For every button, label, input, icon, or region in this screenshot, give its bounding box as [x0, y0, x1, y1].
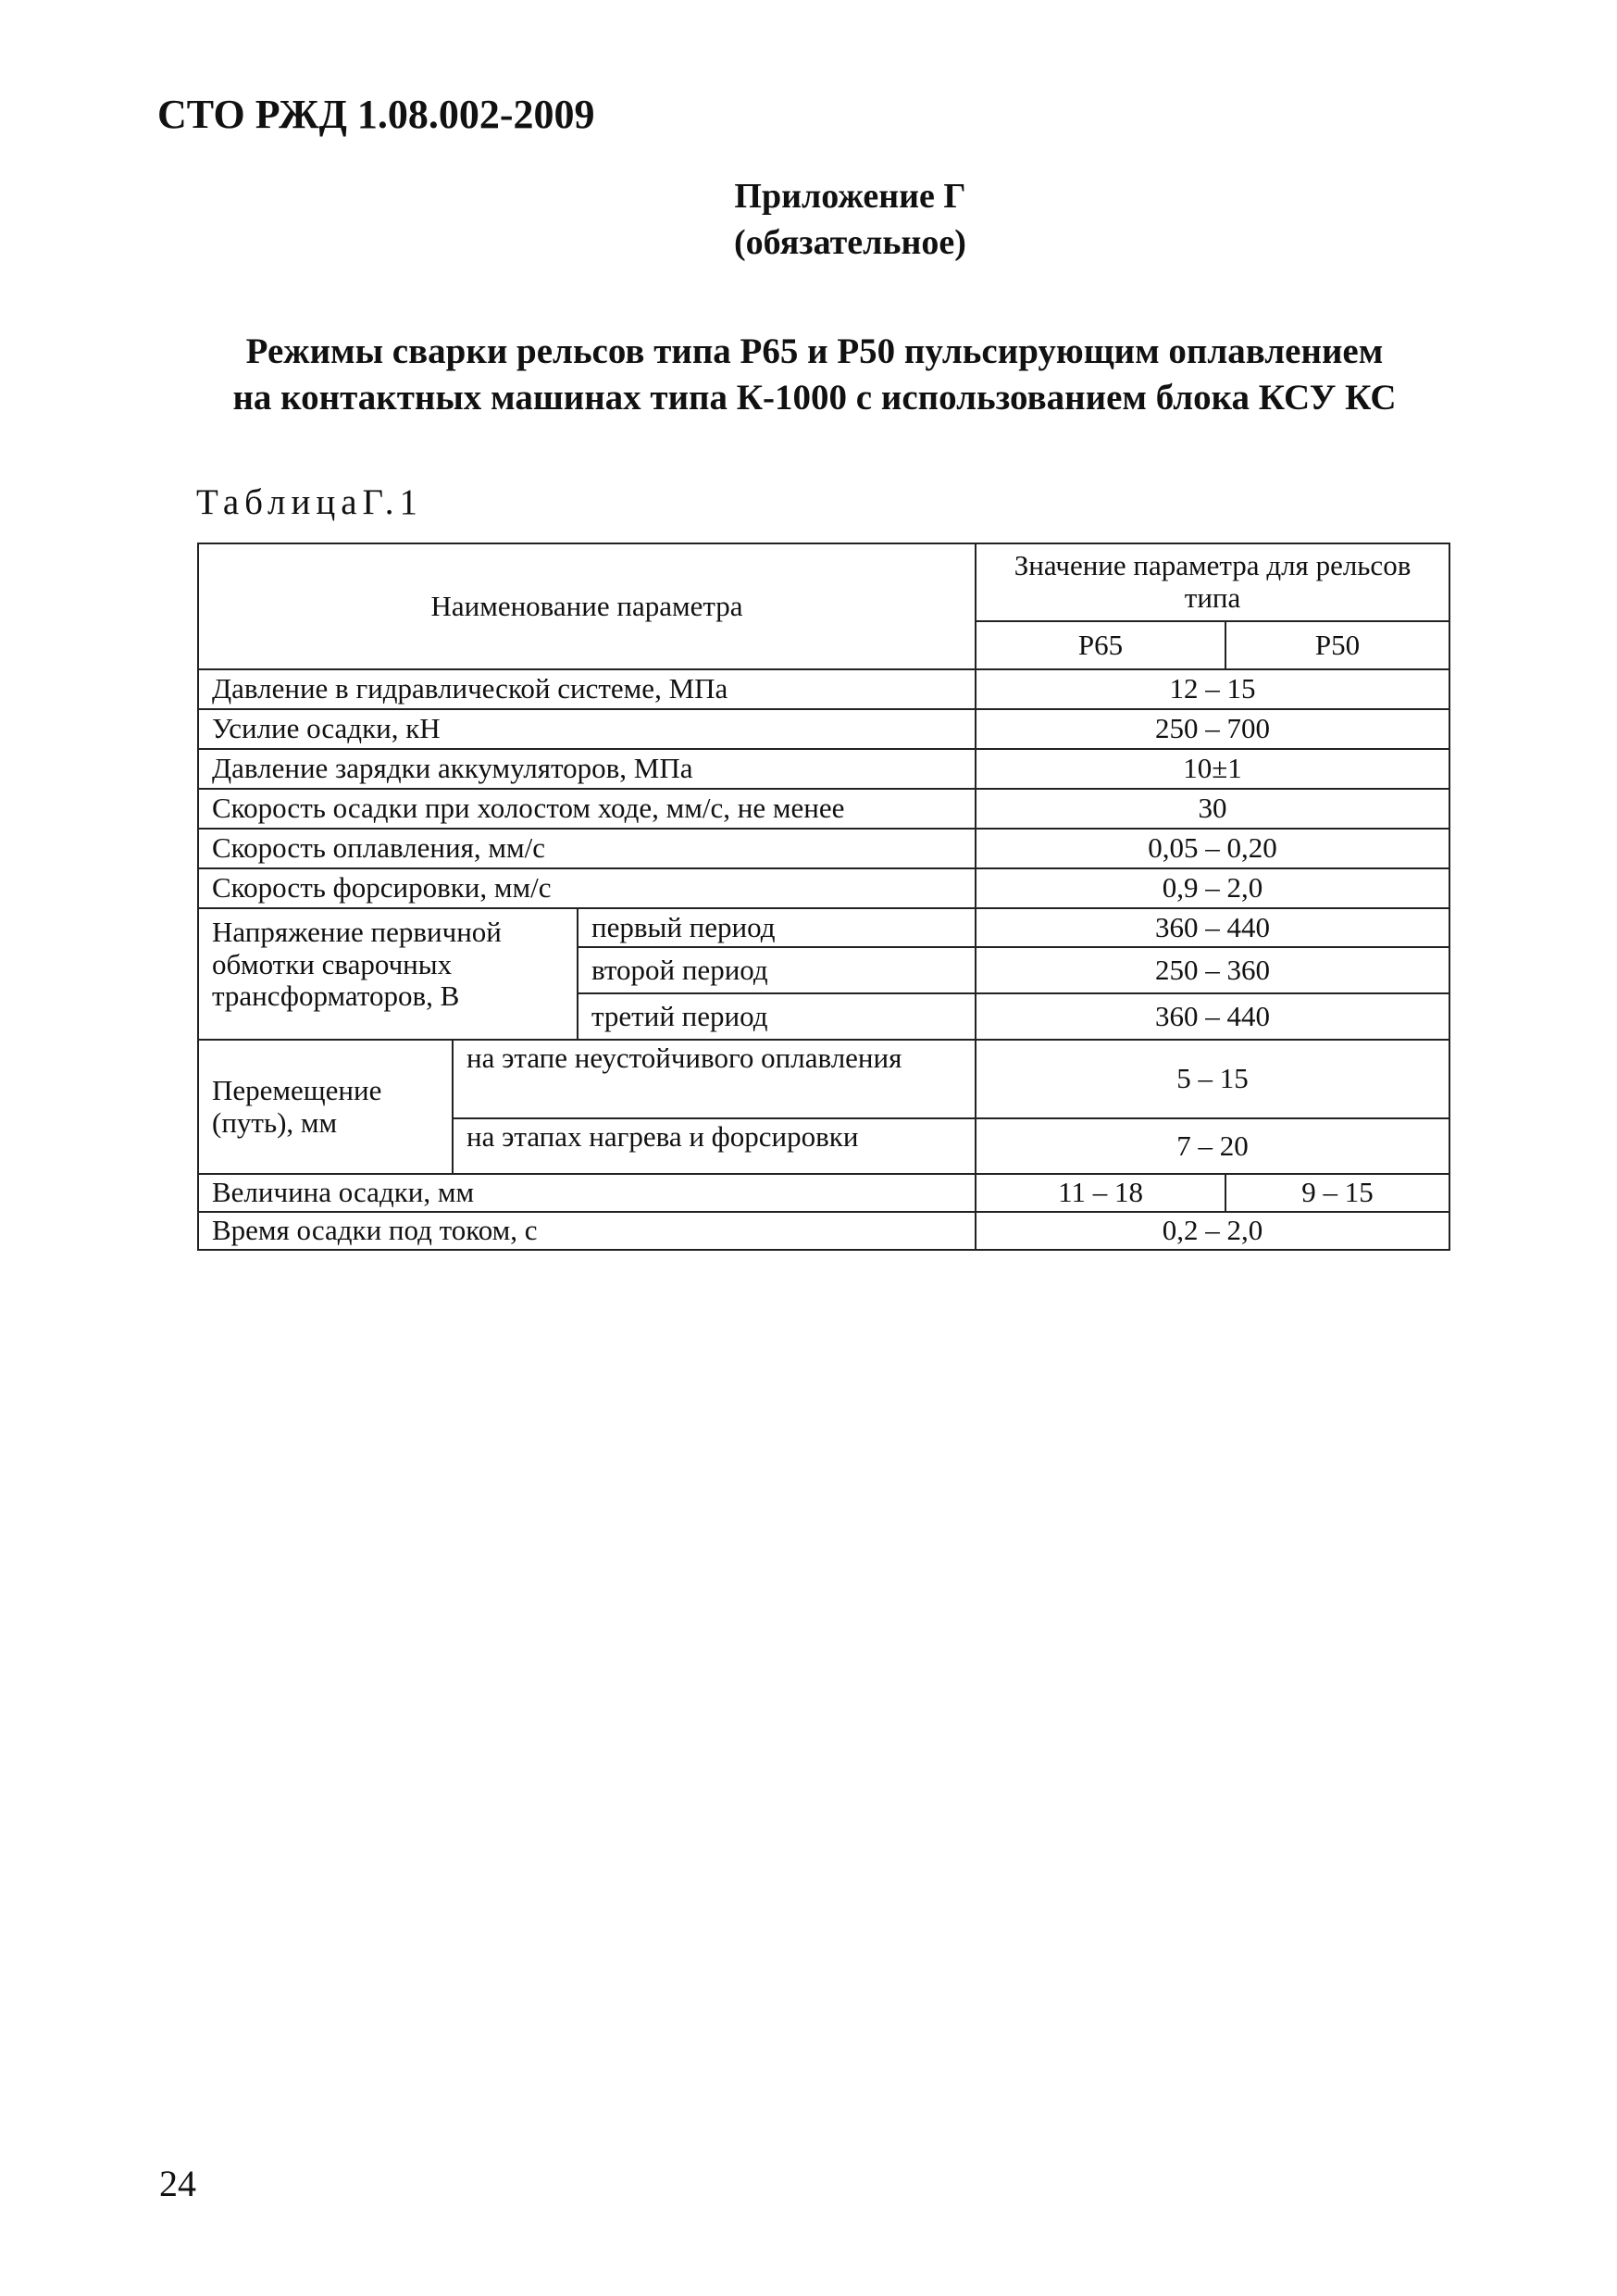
table-row: [198, 749, 1449, 789]
row-label: Величина осадки, мм: [198, 1174, 976, 1212]
row-value: 0,9 – 2,0: [976, 868, 1449, 908]
row-value-r50: 9 – 15: [1225, 1174, 1449, 1212]
parameters-table: [197, 543, 1450, 1251]
voltage-period-label: второй период: [578, 947, 976, 993]
table-row: [198, 1040, 1449, 1118]
header-r65: Р65: [976, 621, 1225, 669]
row-label: Скорость осадки при холостом ходе, мм/с, не менее: [198, 789, 976, 829]
row-value: 250 – 700: [976, 709, 1449, 749]
row-label: Скорость форсировки, мм/с: [198, 868, 976, 908]
voltage-label: Напряжение первичной обмотки сварочных трансформаторов, В: [198, 908, 578, 1040]
row-value: 10±1: [976, 749, 1449, 789]
page-number: 24: [159, 2163, 196, 2204]
table-row: [198, 868, 1449, 908]
header-r50: Р50: [1225, 621, 1449, 669]
voltage-period-label: первый период: [578, 908, 976, 947]
table-row: [198, 669, 1449, 709]
displacement-stage-value: 5 – 15: [976, 1040, 1449, 1118]
header-param-name: Наименование параметра: [198, 543, 976, 669]
row-label: Давление в гидравлической системе, МПа: [198, 669, 976, 709]
row-value: 12 – 15: [976, 669, 1449, 709]
table-row: [198, 1174, 1449, 1212]
row-value: 0,05 – 0,20: [976, 829, 1449, 868]
row-label: Давление зарядки аккумуляторов, МПа: [198, 749, 976, 789]
displacement-stage-label: на этапах нагрева и форсировки: [453, 1118, 976, 1174]
voltage-period-value: 250 – 360: [976, 947, 1449, 993]
table-caption: ТаблицаГ.1: [196, 482, 423, 522]
table-row: [198, 789, 1449, 829]
heading-line-1: Режимы сварки рельсов типа Р65 и Р50 пульсирующим оплавлением: [245, 331, 1384, 371]
row-label: Скорость оплавления, мм/с: [198, 829, 976, 868]
table-row: [198, 1212, 1449, 1250]
voltage-period-value: 360 – 440: [976, 908, 1449, 947]
row-value-r65: 11 – 18: [976, 1174, 1225, 1212]
header-value: Значение параметра для рельсов типа: [976, 543, 1449, 621]
row-label: Усилие осадки, кН: [198, 709, 976, 749]
table-row: [198, 908, 1449, 947]
row-value: 0,2 – 2,0: [976, 1212, 1449, 1250]
table-row: [198, 709, 1449, 749]
voltage-period-label: третий период: [578, 993, 976, 1040]
displacement-stage-label: на этапе неустойчивого оплавления: [453, 1040, 976, 1118]
appendix-status: (обязательное): [734, 223, 966, 262]
table-header-row: [198, 543, 1449, 621]
voltage-period-value: 360 – 440: [976, 993, 1449, 1040]
document-code: СТО РЖД 1.08.002-2009: [157, 92, 595, 137]
displacement-stage-value: 7 – 20: [976, 1118, 1449, 1174]
row-value: 30: [976, 789, 1449, 829]
row-label: Время осадки под током, с: [198, 1212, 976, 1250]
table-row: [198, 829, 1449, 868]
document-heading: [148, 329, 1481, 421]
displacement-label: Перемещение (путь), мм: [198, 1040, 453, 1174]
heading-line-2: на контактных машинах типа К-1000 с использованием блока КСУ КС: [232, 378, 1397, 418]
appendix-title: Приложение Г: [734, 177, 966, 216]
